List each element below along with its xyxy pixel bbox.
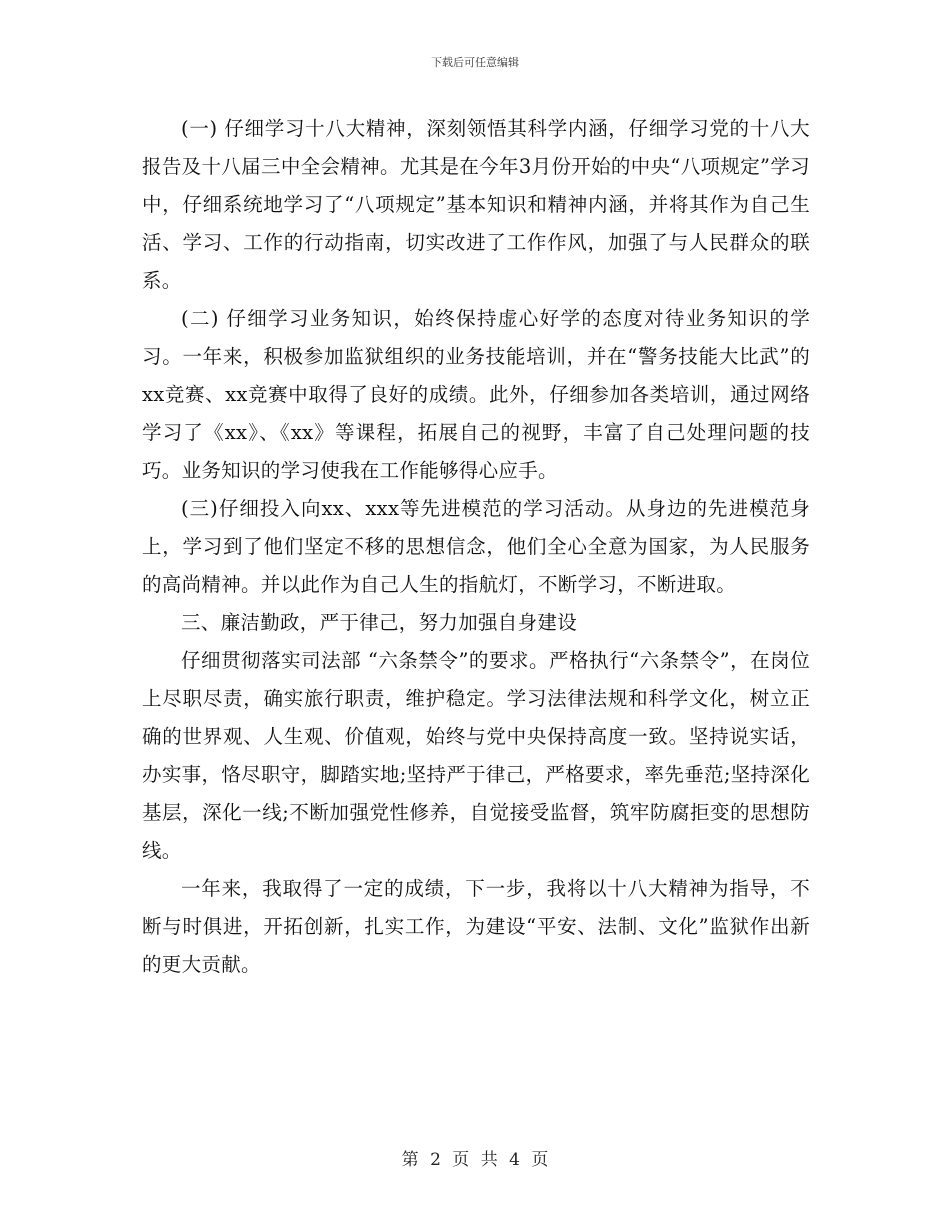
page-number: 第 2 页 共 4 页 (401, 1150, 549, 1170)
paragraph-learn-from-models: (三)仔细投入向xx、xxx等先进模范的学习活动。从身边的先进模范身上，学习到了他们坚定不移的思想信念，他们全心全意为国家，为人民服务的高尚精神。并以此作为自己人生的指航灯，不断学习，不断进取。 (142, 497, 810, 596)
section-heading-integrity: 三、廉洁勤政，严于律己，努力加强自身建设 (181, 611, 578, 634)
paragraph-six-prohibitions: 仔细贯彻落实司法部 “六条禁令”的要求。严格执行“六条禁令”，在岗位上尽职尽责，确实旅行职责，维护稳定。学习法律法规和科学文化，树立正确的世界观、人生观、价值观，始终与党中央保持高度一致。坚持说实话，办实事，恪尽职守，脚踏实地;坚持严于律己，严格要求，率先垂范;坚持深化基层，深化一线;不断加强党性修养，自觉接受监督，筑牢防腐拒变的思想防线。 (142, 649, 810, 862)
paragraph-conclusion: 一年来，我取得了一定的成绩，下一步，我将以十八大精神为指导，不断与时俱进，开拓创新，扎实工作，为建设“平安、法制、文化”监狱作出新的更大贡献。 (142, 877, 810, 976)
page-header-note: 下载后可任意编辑 (431, 56, 519, 69)
document-body (142, 110, 810, 984)
paragraph-study-business-knowledge: (二) 仔细学习业务知识，始终保持虚心好学的态度对待业务知识的学习。一年来，积极参加监狱组织的业务技能培训，并在“警务技能大比武”的xx竞赛、xx竞赛中取得了良好的成绩。此外，仔细参加各类培训，通过网络学习了《xx》、《xx》等课程，拓展自己的视野，丰富了自己处理问题的技巧。业务知识的学习使我在工作能够得心应手。 (142, 307, 810, 482)
paragraph-study-18th-congress: (一) 仔细学习十八大精神，深刻领悟其科学内涵，仔细学习党的十八大报告及十八届三中全会精神。尤其是在今年3月份开始的中央“八项规定”学习中，仔细系统地学习了“八项规定”基本知识和精神内涵，并将其作为自己生活、学习、工作的行动指南，切实改进了工作作风，加强了与人民群众的联系。 (142, 117, 810, 292)
